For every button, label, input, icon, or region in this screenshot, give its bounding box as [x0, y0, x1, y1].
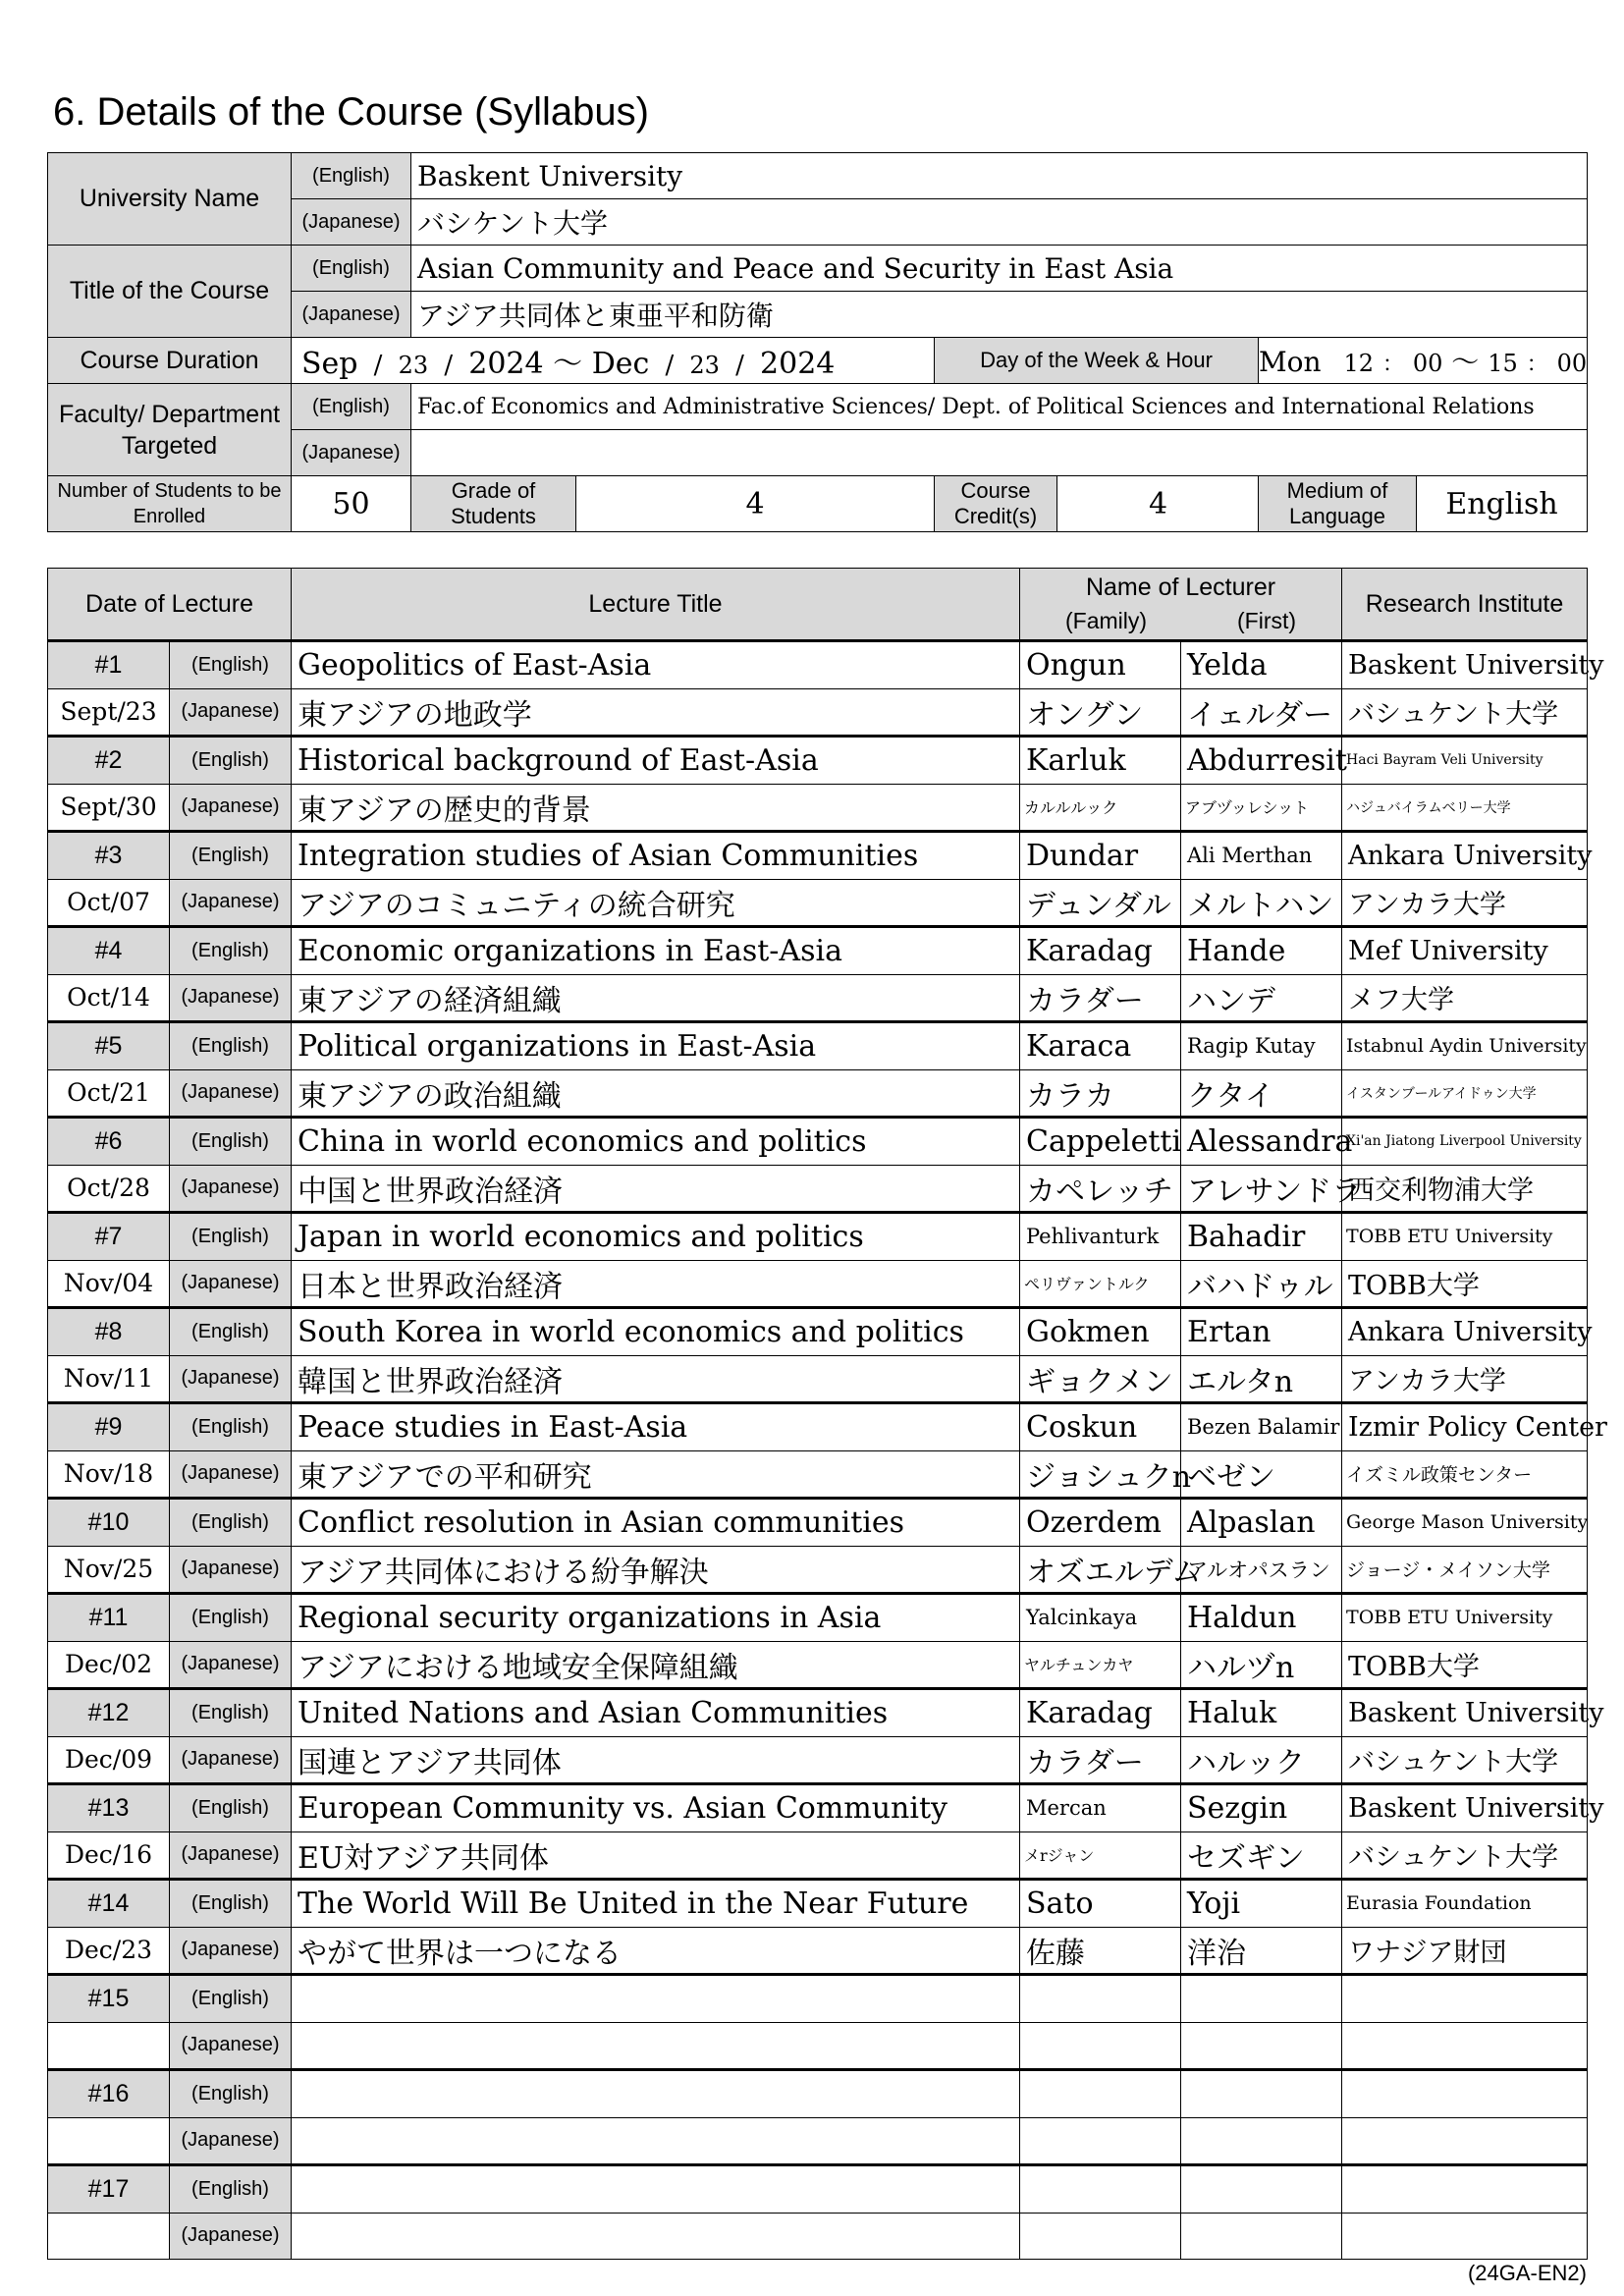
- lecture-title-en: United Nations and Asian Communities: [292, 1689, 1020, 1737]
- lecturer-first-en: Bezen Balamir: [1181, 1403, 1342, 1451]
- lecture-date: Sept/23: [48, 688, 170, 737]
- grade-label: Grade of Students: [411, 476, 576, 532]
- lang-label-ja: (Japanese): [170, 1927, 292, 1975]
- lecturer-family-en: Gokmen: [1020, 1308, 1181, 1356]
- lecturer-first-ja: アルオパスラン: [1181, 1546, 1342, 1594]
- lecture-title-en: Conflict resolution in Asian communities: [292, 1499, 1020, 1547]
- lang-label-en: (English): [170, 1975, 292, 2023]
- lecturer-family-en: [1020, 2165, 1181, 2214]
- lecture-title-en: European Community vs. Asian Community: [292, 1784, 1020, 1832]
- weekday: Mon: [1259, 346, 1322, 378]
- lecturer-family-ja: 佐藤: [1020, 1927, 1181, 1975]
- lecturer-first-ja: ハルヅn: [1181, 1641, 1342, 1689]
- end-hour: 15: [1488, 350, 1518, 377]
- lecture-row-ja: [48, 2213, 1588, 2260]
- lang-label-en: (English): [170, 1689, 292, 1737]
- institute-en: Baskent University: [1342, 1784, 1588, 1832]
- lecturer-family-en: Sato: [1020, 1880, 1181, 1928]
- lecture-date: Nov/11: [48, 1355, 170, 1403]
- lecturer-family-ja: カラカ: [1020, 1069, 1181, 1118]
- institute-en: TOBB ETU University: [1342, 1213, 1588, 1261]
- lecture-title-en: Regional security organizations in Asia: [292, 1594, 1020, 1642]
- lecture-row-ja: [48, 688, 1588, 737]
- lecture-title-ja: アジアにおける地域安全保障組織: [292, 1641, 1020, 1689]
- lecture-title-en: South Korea in world economics and politics: [292, 1308, 1020, 1356]
- lecturer-first-ja: 洋治: [1181, 1927, 1342, 1975]
- lecture-title-ja: やがて世界は一つになる: [292, 1927, 1020, 1975]
- lang-label-en: (English): [170, 641, 292, 689]
- lecture-row-ja: [48, 1165, 1588, 1213]
- lang-label-en: (English): [170, 1022, 292, 1070]
- lecture-row-en: [48, 1880, 1588, 1928]
- lang-label-ja: (Japanese): [170, 879, 292, 927]
- lecture-number: #11: [48, 1594, 170, 1642]
- lecture-title-en: [292, 1975, 1020, 2023]
- lang-label-ja: (Japanese): [170, 1260, 292, 1308]
- lecture-title-en: [292, 2070, 1020, 2118]
- institute-ja: 西交利物浦大学: [1342, 1165, 1588, 1213]
- lecture-number: #16: [48, 2070, 170, 2118]
- lang-label-ja: (Japanese): [170, 1069, 292, 1118]
- lang-label-en: (English): [292, 246, 411, 292]
- faculty-ja: [411, 430, 1588, 476]
- institute-en: Istabnul Aydin University: [1342, 1022, 1588, 1070]
- lecturer-family-ja: カラダー: [1020, 1736, 1181, 1784]
- lecture-row-ja: [48, 879, 1588, 927]
- institute-ja: TOBB大学: [1342, 1260, 1588, 1308]
- medium-label: Medium of Language: [1259, 476, 1417, 531]
- date-slash: /: [373, 351, 383, 380]
- lang-label-en: (English): [292, 384, 411, 430]
- lecturer-family-ja: デュンダル: [1020, 879, 1181, 927]
- lecture-number: #1: [48, 641, 170, 689]
- lecture-title-en: Geopolitics of East-Asia: [292, 641, 1020, 689]
- num-students-value: 50: [292, 476, 411, 532]
- lecture-row-ja: [48, 1069, 1588, 1118]
- lecturer-first-ja: ハルック: [1181, 1736, 1342, 1784]
- col-first-label: (First): [1237, 608, 1297, 633]
- lecture-number: #15: [48, 1975, 170, 2023]
- start-year: 2024: [468, 347, 544, 381]
- lecture-row-ja: [48, 784, 1588, 832]
- lecturer-first-ja: メルトハン: [1181, 879, 1342, 927]
- medium-cell: [1259, 476, 1588, 532]
- lecture-number: #7: [48, 1213, 170, 1261]
- lecture-row-ja: [48, 1736, 1588, 1784]
- lecture-date: Dec/23: [48, 1927, 170, 1975]
- lang-label-en: (English): [170, 1118, 292, 1166]
- course-title-en: Asian Community and Peace and Security in East Asia: [411, 246, 1588, 292]
- lang-label-ja: (Japanese): [170, 688, 292, 737]
- lecture-number: #3: [48, 832, 170, 880]
- lecturer-family-ja: カラダー: [1020, 974, 1181, 1022]
- col-lecturer-label: Name of Lecturer: [1085, 574, 1276, 601]
- lecturer-first-en: Abdurresit: [1181, 737, 1342, 785]
- lecture-row-ja: [48, 2022, 1588, 2070]
- course-duration-value: [292, 338, 935, 384]
- start-min: 00: [1412, 350, 1443, 377]
- medium-value: English: [1445, 486, 1558, 521]
- faculty-en: Fac.of Economics and Administrative Sciences/ Dept. of Political Sciences and International Relations: [411, 384, 1588, 430]
- lecture-title-ja: アジアのコミュニティの統合研究: [292, 879, 1020, 927]
- lecture-title-ja: 東アジアの政治組織: [292, 1069, 1020, 1118]
- lang-label-ja: (Japanese): [170, 1641, 292, 1689]
- lecturer-family-en: Cappeletti: [1020, 1118, 1181, 1166]
- lecture-title-ja: [292, 2213, 1020, 2260]
- lang-label-en: (English): [170, 1594, 292, 1642]
- lecturer-family-en: Pehlivanturk: [1020, 1213, 1181, 1261]
- lecturer-family-ja: ジョシュクn: [1020, 1450, 1181, 1499]
- institute-en: [1342, 2070, 1588, 2118]
- lecture-number: #9: [48, 1403, 170, 1451]
- lecturer-family-ja: [1020, 2213, 1181, 2260]
- lecture-date: [48, 2213, 170, 2260]
- university-name-ja: バシケント大学: [411, 199, 1588, 246]
- lecturer-first-ja: [1181, 2022, 1342, 2070]
- lecturer-first-en: Haluk: [1181, 1689, 1342, 1737]
- lecture-date: Dec/16: [48, 1831, 170, 1880]
- lecture-number: #10: [48, 1499, 170, 1547]
- lecturer-family-en: Karadag: [1020, 927, 1181, 975]
- lecture-date: Nov/25: [48, 1546, 170, 1594]
- course-title-label: Title of the Course: [48, 246, 292, 338]
- lecture-row-en: [48, 1499, 1588, 1547]
- lecture-title-en: The World Will Be United in the Near Future: [292, 1880, 1020, 1928]
- lecture-title-ja: アジア共同体における紛争解決: [292, 1546, 1020, 1594]
- lecturer-family-en: Mercan: [1020, 1784, 1181, 1832]
- col-title-header: Lecture Title: [292, 569, 1020, 641]
- lecturer-first-en: Ali Merthan: [1181, 832, 1342, 880]
- credits-value: 4: [1148, 486, 1168, 521]
- lang-label-en: (English): [170, 2165, 292, 2214]
- lecturer-family-en: Ozerdem: [1020, 1499, 1181, 1547]
- lecture-row-ja: [48, 1260, 1588, 1308]
- lang-label-en: (English): [170, 2070, 292, 2118]
- lecture-row-ja: [48, 1546, 1588, 1594]
- lecture-row-en: [48, 1784, 1588, 1832]
- lecture-date: Oct/21: [48, 1069, 170, 1118]
- start-month: Sep: [301, 347, 358, 381]
- lang-label-en: (English): [170, 1784, 292, 1832]
- lecture-row-en: [48, 1689, 1588, 1737]
- lecture-number: #8: [48, 1308, 170, 1356]
- lecture-row-en: [48, 1213, 1588, 1261]
- lecturer-first-ja: アブヅッレシット: [1181, 784, 1342, 832]
- course-info-table: [47, 152, 1588, 532]
- lecture-row-en: [48, 737, 1588, 785]
- lecturer-first-en: Alessandra: [1181, 1118, 1342, 1166]
- lecture-title-ja: 東アジアでの平和研究: [292, 1450, 1020, 1499]
- lang-label-ja: (Japanese): [170, 974, 292, 1022]
- lecturer-family-en: Karadag: [1020, 1689, 1181, 1737]
- faculty-label-line1: Faculty/ Department: [58, 400, 281, 428]
- col-family-label: (Family): [1064, 608, 1148, 633]
- lang-label-en: (English): [170, 737, 292, 785]
- lecture-date: Nov/18: [48, 1450, 170, 1499]
- time-colon: ：: [1381, 353, 1404, 377]
- lang-label-ja: (Japanese): [170, 1736, 292, 1784]
- lecture-title-ja: 東アジアの地政学: [292, 688, 1020, 737]
- lecturer-family-en: Karaca: [1020, 1022, 1181, 1070]
- lecturer-first-en: Sezgin: [1181, 1784, 1342, 1832]
- lecturer-family-ja: オズエルデム: [1020, 1546, 1181, 1594]
- lecture-number: #6: [48, 1118, 170, 1166]
- lecture-row-ja: [48, 1927, 1588, 1975]
- lecturer-first-en: Yelda: [1181, 641, 1342, 689]
- lecture-number: #12: [48, 1689, 170, 1737]
- lang-label-ja: (Japanese): [170, 1355, 292, 1403]
- institute-ja: ワナジア財団: [1342, 1927, 1588, 1975]
- institute-ja: [1342, 2022, 1588, 2070]
- lecture-date: Nov/04: [48, 1260, 170, 1308]
- lecturer-family-ja: [1020, 2022, 1181, 2070]
- institute-ja: メフ大学: [1342, 974, 1588, 1022]
- end-min: 00: [1556, 350, 1588, 377]
- lecturer-first-ja: バハドゥル: [1181, 1260, 1342, 1308]
- credits-label: Course Credit(s): [935, 476, 1057, 532]
- lecturer-first-en: Ragip Kutay: [1181, 1022, 1342, 1070]
- lang-label-ja: (Japanese): [170, 1450, 292, 1499]
- institute-en: Baskent University: [1342, 641, 1588, 689]
- day-hour-value: [1259, 338, 1588, 384]
- date-slash: /: [735, 351, 744, 380]
- institute-ja: [1342, 2213, 1588, 2260]
- lecture-row-ja: [48, 1641, 1588, 1689]
- lecture-row-en: [48, 1975, 1588, 2023]
- range-tilde: ～: [1451, 346, 1480, 378]
- date-slash: /: [444, 351, 454, 380]
- lecture-date: [48, 2022, 170, 2070]
- lecture-table: [47, 568, 1607, 2260]
- lecture-title-en: Historical background of East-Asia: [292, 737, 1020, 785]
- lecture-row-en: [48, 1594, 1588, 1642]
- institute-en: TOBB ETU University: [1342, 1594, 1588, 1642]
- lang-label-en: (English): [292, 153, 411, 199]
- lang-label-ja: (Japanese): [170, 1831, 292, 1880]
- lecture-row-en: [48, 927, 1588, 975]
- lang-label-ja: (Japanese): [170, 2117, 292, 2165]
- lecture-row-en: [48, 832, 1588, 880]
- lecture-title-ja: [292, 2022, 1020, 2070]
- institute-ja: イスタンブールアイドゥン大学: [1342, 1069, 1588, 1118]
- lecturer-family-ja: メrジャン: [1020, 1831, 1181, 1880]
- institute-ja: バシュケント大学: [1342, 688, 1588, 737]
- lecturer-family-en: [1020, 1975, 1181, 2023]
- lecturer-first-en: Bahadir: [1181, 1213, 1342, 1261]
- lang-label-en: (English): [170, 1213, 292, 1261]
- end-month: Dec: [591, 347, 650, 381]
- lecturer-first-ja: エルタn: [1181, 1355, 1342, 1403]
- lecturer-first-ja: アレサンドラ: [1181, 1165, 1342, 1213]
- lecturer-first-ja: ハンデ: [1181, 974, 1342, 1022]
- lecturer-family-ja: カルルルック: [1020, 784, 1181, 832]
- lecturer-first-ja: [1181, 2117, 1342, 2165]
- lecture-title-ja: 東アジアの経済組織: [292, 974, 1020, 1022]
- lecture-row-ja: [48, 1450, 1588, 1499]
- lecture-title-ja: 日本と世界政治経済: [292, 1260, 1020, 1308]
- lang-label-ja: (Japanese): [170, 1165, 292, 1213]
- lang-label-en: (English): [170, 1403, 292, 1451]
- footer-code: (24GA-EN2): [1467, 2261, 1587, 2285]
- page-title: 6. Details of the Course (Syllabus): [53, 90, 649, 134]
- lecturer-family-ja: ペリヴァントルク: [1020, 1260, 1181, 1308]
- lecturer-family-en: Ongun: [1020, 641, 1181, 689]
- institute-ja: アンカラ大学: [1342, 1355, 1588, 1403]
- lecture-row-ja: [48, 1355, 1588, 1403]
- lecture-title-en: [292, 2165, 1020, 2214]
- lang-label-en: (English): [170, 1308, 292, 1356]
- institute-ja: [1342, 2117, 1588, 2165]
- institute-en: Izmir Policy Center: [1342, 1403, 1588, 1451]
- range-tilde: ～: [553, 347, 583, 381]
- lecture-title-ja: [292, 2117, 1020, 2165]
- lecturer-family-ja: ヤルチュンカヤ: [1020, 1641, 1181, 1689]
- time-colon: ：: [1526, 353, 1548, 377]
- lecture-date: [48, 2117, 170, 2165]
- institute-ja: バシュケント大学: [1342, 1736, 1588, 1784]
- lecture-title-en: Japan in world economics and politics: [292, 1213, 1020, 1261]
- institute-en: [1342, 1975, 1588, 2023]
- lecturer-family-ja: ギョクメン: [1020, 1355, 1181, 1403]
- lecture-row-en: [48, 2070, 1588, 2118]
- lecturer-family-en: [1020, 2070, 1181, 2118]
- faculty-label: [48, 384, 292, 476]
- institute-en: Xi'an Jiatong Liverpool University: [1342, 1118, 1588, 1166]
- lecture-title-ja: 東アジアの歴史的背景: [292, 784, 1020, 832]
- university-name-label: University Name: [48, 153, 292, 246]
- lang-label-en: (English): [170, 927, 292, 975]
- institute-ja: TOBB大学: [1342, 1641, 1588, 1689]
- start-day: 23: [398, 352, 429, 379]
- lecture-number: #2: [48, 737, 170, 785]
- lang-label-ja: (Japanese): [170, 784, 292, 832]
- lecturer-family-en: Coskun: [1020, 1403, 1181, 1451]
- lecture-row-ja: [48, 1831, 1588, 1880]
- institute-en: Ankara University: [1342, 1308, 1588, 1356]
- day-hour-label: Day of the Week & Hour: [935, 338, 1259, 384]
- lecture-row-ja: [48, 2117, 1588, 2165]
- lecture-title-ja: 国連とアジア共同体: [292, 1736, 1020, 1784]
- lecturer-first-ja: ベゼン: [1181, 1450, 1342, 1499]
- lecture-title-en: China in world economics and politics: [292, 1118, 1020, 1166]
- institute-en: Haci Bayram Veli University: [1342, 737, 1588, 785]
- lecturer-first-en: Ertan: [1181, 1308, 1342, 1356]
- lecture-number: #5: [48, 1022, 170, 1070]
- institute-ja: ジョージ・メイソン大学: [1342, 1546, 1588, 1594]
- institute-en: Eurasia Foundation: [1342, 1880, 1588, 1928]
- lecture-row-ja: [48, 974, 1588, 1022]
- lecture-title-en: Political organizations in East-Asia: [292, 1022, 1020, 1070]
- start-hour: 12: [1343, 350, 1375, 377]
- lecture-title-ja: 韓国と世界政治経済: [292, 1355, 1020, 1403]
- lecture-row-en: [48, 1308, 1588, 1356]
- lang-label-ja: (Japanese): [292, 430, 411, 476]
- lang-label-en: (English): [170, 832, 292, 880]
- lecture-date: Oct/28: [48, 1165, 170, 1213]
- lecturer-first-en: Alpaslan: [1181, 1499, 1342, 1547]
- institute-ja: バシュケント大学: [1342, 1831, 1588, 1880]
- lecturer-first-ja: セズギン: [1181, 1831, 1342, 1880]
- lang-label-ja: (Japanese): [170, 1546, 292, 1594]
- institute-en: Baskent University: [1342, 1689, 1588, 1737]
- lecture-title-ja: 中国と世界政治経済: [292, 1165, 1020, 1213]
- course-duration-label: Course Duration: [48, 338, 292, 384]
- lang-label-en: (English): [170, 1499, 292, 1547]
- lecture-title-en: Peace studies in East-Asia: [292, 1403, 1020, 1451]
- lecture-date: Oct/14: [48, 974, 170, 1022]
- lecture-date: Dec/09: [48, 1736, 170, 1784]
- lecturer-first-en: Hande: [1181, 927, 1342, 975]
- lecture-row-en: [48, 1118, 1588, 1166]
- faculty-label-line2: Targeted: [121, 431, 218, 460]
- end-day: 23: [689, 352, 720, 379]
- lecture-date: Oct/07: [48, 879, 170, 927]
- lecture-title-en: Economic organizations in East-Asia: [292, 927, 1020, 975]
- lang-label-ja: (Japanese): [170, 2213, 292, 2260]
- lecturer-first-ja: [1181, 2213, 1342, 2260]
- lecturer-first-en: [1181, 2165, 1342, 2214]
- num-students-label: Number of Students to be Enrolled: [48, 476, 292, 532]
- col-institute-header: Research Institute: [1342, 569, 1588, 641]
- lecture-row-en: [48, 1022, 1588, 1070]
- lang-label-ja: (Japanese): [292, 199, 411, 246]
- lecturer-family-ja: [1020, 2117, 1181, 2165]
- col-lecturer-header: [1020, 569, 1342, 641]
- lang-label-en: (English): [170, 1880, 292, 1928]
- lecturer-family-ja: オングン: [1020, 688, 1181, 737]
- lecturer-first-en: [1181, 1975, 1342, 2023]
- lecture-date: Dec/02: [48, 1641, 170, 1689]
- lang-label-ja: (Japanese): [292, 292, 411, 338]
- institute-ja: イズミル政策センター: [1342, 1450, 1588, 1499]
- institute-en: Ankara University: [1342, 832, 1588, 880]
- grade-value: 4: [576, 476, 935, 532]
- lecturer-first-ja: クタイ: [1181, 1069, 1342, 1118]
- lecture-number: #13: [48, 1784, 170, 1832]
- lecture-date: Sept/30: [48, 784, 170, 832]
- institute-en: Mef University: [1342, 927, 1588, 975]
- lecture-title-en: Integration studies of Asian Communities: [292, 832, 1020, 880]
- lecture-number: #17: [48, 2165, 170, 2214]
- institute-en: [1342, 2165, 1588, 2214]
- lecture-row-en: [48, 1403, 1588, 1451]
- lecturer-family-en: Karluk: [1020, 737, 1181, 785]
- lecturer-first-en: [1181, 2070, 1342, 2118]
- lecturer-family-en: Yalcinkaya: [1020, 1594, 1181, 1642]
- lecturer-first-en: Haldun: [1181, 1594, 1342, 1642]
- end-year: 2024: [760, 347, 836, 381]
- university-name-en: Baskent University: [411, 153, 1588, 199]
- lecture-row-en: [48, 2165, 1588, 2214]
- col-date-header: Date of Lecture: [48, 569, 292, 641]
- institute-en: George Mason University: [1342, 1499, 1588, 1547]
- institute-ja: ハジュバイラムベリー大学: [1342, 784, 1588, 832]
- lecture-number: #4: [48, 927, 170, 975]
- date-slash: /: [665, 351, 675, 380]
- lecture-number: #14: [48, 1880, 170, 1928]
- lecture-row-en: [48, 641, 1588, 689]
- lecturer-first-en: Yoji: [1181, 1880, 1342, 1928]
- institute-ja: アンカラ大学: [1342, 879, 1588, 927]
- lang-label-ja: (Japanese): [170, 2022, 292, 2070]
- credits-medium-cell: [1057, 476, 1259, 532]
- lecturer-family-en: Dundar: [1020, 832, 1181, 880]
- lecturer-first-ja: イェルダー: [1181, 688, 1342, 737]
- lecturer-family-ja: カペレッチ: [1020, 1165, 1181, 1213]
- course-title-ja: アジア共同体と東亜平和防衛: [411, 292, 1588, 338]
- lecture-title-ja: EU対アジア共同体: [292, 1831, 1020, 1880]
